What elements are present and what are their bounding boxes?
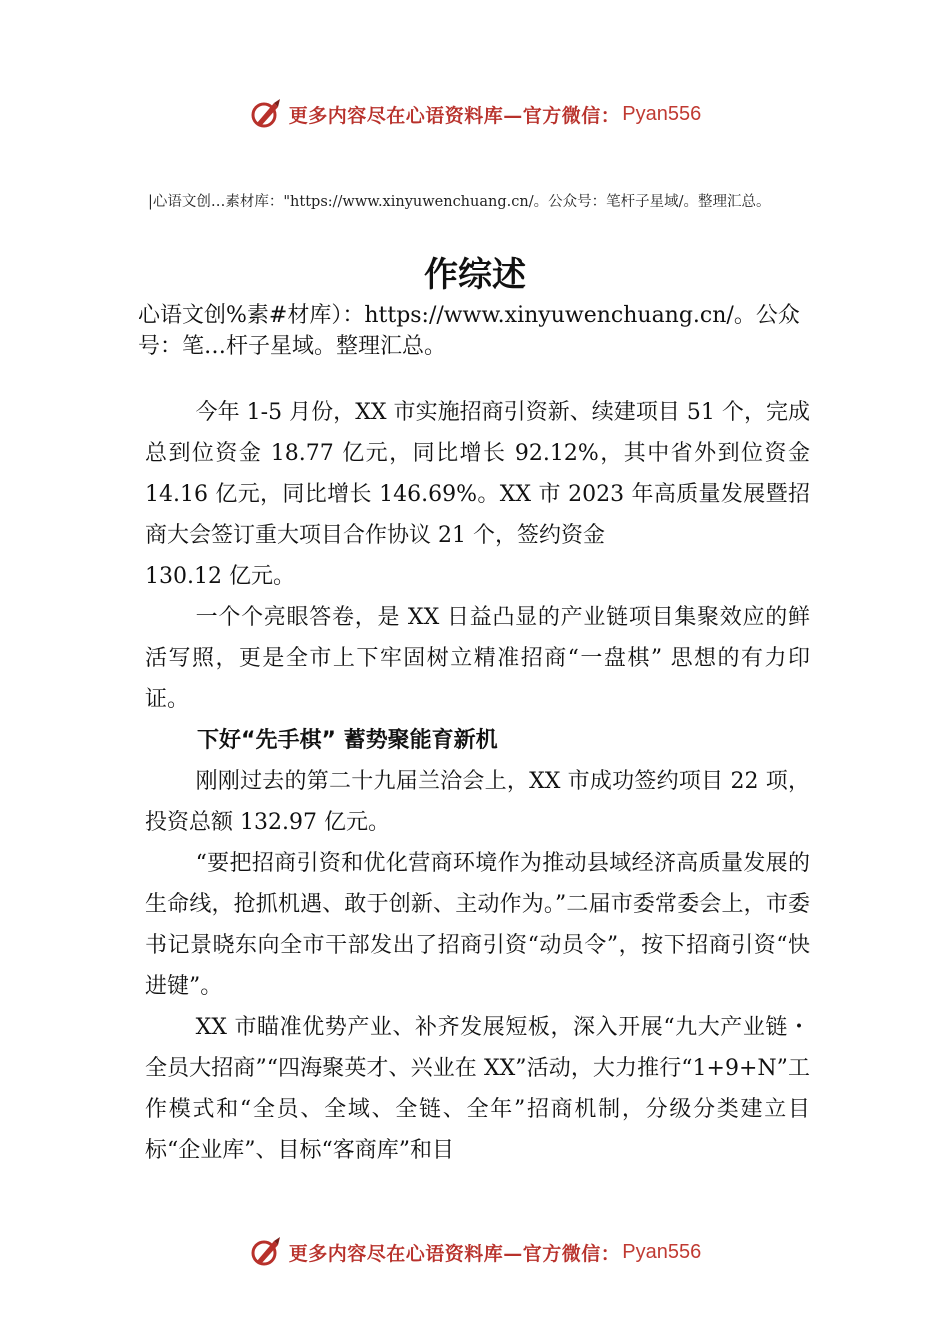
paragraph-4: “要把招商引资和优化营商环境作为推动县域经济高质量发展的生命线，抢抓机遇、敢于创新、主动作为。”二届市委常委会上，市委书记景晓东向全市干部发出了招商引资“动员令”，按下招商引资“快进键”。 [145,851,810,999]
section-heading: 下好“先手棋” 蓄势聚能育新机 [197,728,498,753]
paragraph-3: 刚刚过去的第二十九届兰洽会上，XX 市成功签约项目 22 项，投资总额 132.97 亿元。 [145,769,810,835]
article-body [145,392,810,1171]
banner-brand-text: 更多内容尽在心语资料库—官方微信： [288,104,621,127]
banner-wechat-id: Pyan556 [622,1240,702,1263]
source-note-large: 心语文创%素#材库）：https://www.xinyuwenchuang.cn/。公众号：笔…杆子星域。整理汇总。 [138,303,800,359]
banner-brand-text: 更多内容尽在心语资料库—官方微信： [288,1242,621,1265]
footer-banner [0,1232,950,1272]
paragraph-1: 今年 1-5 月份，XX 市实施招商引资新、续建项目 51 个，完成总到位资金 18.77 亿元，同比增长 92.12%，其中省外到位资金 14.16 亿元，同比增长 146.69%。XX 市 2023 年高质量发展暨招商大会签订重大项目合作协议 21 个，签约资金 [145,400,810,548]
pen-nib-logo-icon [249,97,283,131]
page-title: 作综述 [424,255,526,295]
banner-wechat-id: Pyan556 [622,102,702,125]
paragraph-2: 一个个亮眼答卷，是 XX 日益凸显的产业链项目集聚效应的鲜活写照，更是全市上下牢固树立精准招商“一盘棋” 思想的有力印证。 [145,605,810,712]
pen-nib-logo-icon [249,1235,283,1269]
source-note-small: |心语文创…素材库："https://www.xinyuwenchuang.cn/。公众号：笔杆子星域/。整理汇总。 [148,194,771,210]
paragraph-1-continued: 130.12 亿元。 [145,564,295,589]
header-banner [0,94,950,134]
paragraph-5: XX 市瞄准优势产业、补齐发展短板，深入开展“九大产业链・全员大招商”“四海聚英才、兴业在 XX”活动，大力推行“1+9+N”工作模式和“全员、全域、全链、全年”招商机制，分级分类建立目标“企业库”、目标“客商库”和目 [145,1015,810,1163]
